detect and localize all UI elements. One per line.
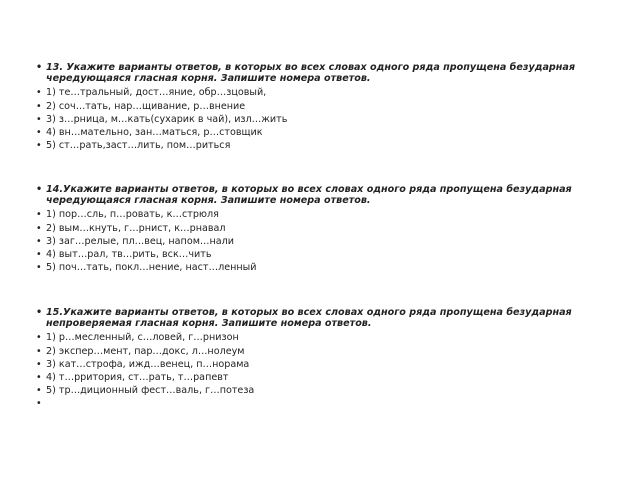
bullet: • <box>36 113 42 125</box>
answer-option <box>36 127 596 138</box>
answer-option <box>36 223 596 234</box>
question-15 <box>36 307 596 410</box>
question-15-text: 15.Укажите варианты ответов, в которых во всех словах одного ряда пропущена безударная непроверяемая гласная корня. Запишите номера ответов. <box>46 307 572 330</box>
bullet: • <box>36 62 43 73</box>
answer-option-text: 3) кат…строфа, ижд…венец, п…норама <box>46 358 250 370</box>
question-14-heading <box>36 184 596 206</box>
answer-option <box>36 114 596 125</box>
bullet: • <box>36 262 42 274</box>
answer-option-text: 1) пор…сль, п…ровать, к…стрюля <box>46 209 219 221</box>
answer-option-text: 3) з…рница, м…кать(сухарик в чай), изл…жить <box>46 113 288 125</box>
bullet: • <box>36 100 42 112</box>
answer-option <box>36 262 596 273</box>
answer-option <box>36 140 596 151</box>
answer-option <box>36 372 596 383</box>
answer-option-text: 3) заг…релые, пл…вец, напом…нали <box>46 235 235 247</box>
answer-option <box>36 209 596 220</box>
question-14 <box>36 184 596 275</box>
answer-option <box>36 385 596 396</box>
bullet: • <box>36 222 42 234</box>
bullet: • <box>36 127 42 139</box>
answer-option-text: 2) вым…кнуть, г…рнист, к…рнавал <box>46 222 226 234</box>
question-13 <box>36 62 596 153</box>
bullet: • <box>36 209 42 221</box>
answer-option <box>36 346 596 357</box>
bullet: • <box>36 140 42 152</box>
bullet: • <box>36 345 42 357</box>
answer-option <box>36 87 596 98</box>
answer-option-text: 5) ст…рать,заст…лить, пом…риться <box>46 140 231 152</box>
answer-option <box>36 236 596 247</box>
answer-option-text: 4) выт…рал, тв…рить, вск…чить <box>46 249 212 261</box>
answer-option <box>36 332 596 343</box>
question-13-heading <box>36 62 596 84</box>
bullet: • <box>36 235 42 247</box>
bullet: • <box>36 184 43 195</box>
answer-option-text: 2) соч…тать, нар…щивание, р…внение <box>46 100 246 112</box>
answer-option-text: 2) экспер…мент, пар…докс, л…нолеум <box>46 345 245 357</box>
bullet: • <box>36 307 43 318</box>
answer-option-text: 4) т…рритория, ст…рать, т…рапевт <box>46 372 229 384</box>
answer-option <box>36 101 596 112</box>
bullet: • <box>36 372 42 384</box>
answer-option-text: 1) р…месленный, с…ловей, г…рнизон <box>46 332 239 344</box>
answer-option-text: 4) вн…мательно, зан…маться, р…стовщик <box>46 127 263 139</box>
bullet: • <box>36 385 42 397</box>
bullet: • <box>36 332 42 344</box>
bullet: • <box>36 398 42 410</box>
answer-option <box>36 249 596 260</box>
bullet: • <box>36 358 42 370</box>
bullet: • <box>36 87 42 99</box>
answer-option-text: 1) те…тральный, дост…яние, обр…зцовый, <box>46 87 267 99</box>
question-15-heading <box>36 307 596 329</box>
question-13-text: 13. Укажите варианты ответов, в которых во всех словах одного ряда пропущена безударная чередующаяся гласная корня. Запишите номера ответов. <box>46 62 576 85</box>
question-14-text: 14.Укажите варианты ответов, в которых во всех словах одного ряда пропущена безударная чередующаяся гласная корня. Запишите номера ответов. <box>46 184 572 207</box>
bullet: • <box>36 249 42 261</box>
answer-option <box>36 359 596 370</box>
answer-option-text: 5) поч…тать, покл…нение, наст…ленный <box>46 262 257 274</box>
answer-option-text: 5) тр…диционный фест…валь, г…потеза <box>46 385 255 397</box>
